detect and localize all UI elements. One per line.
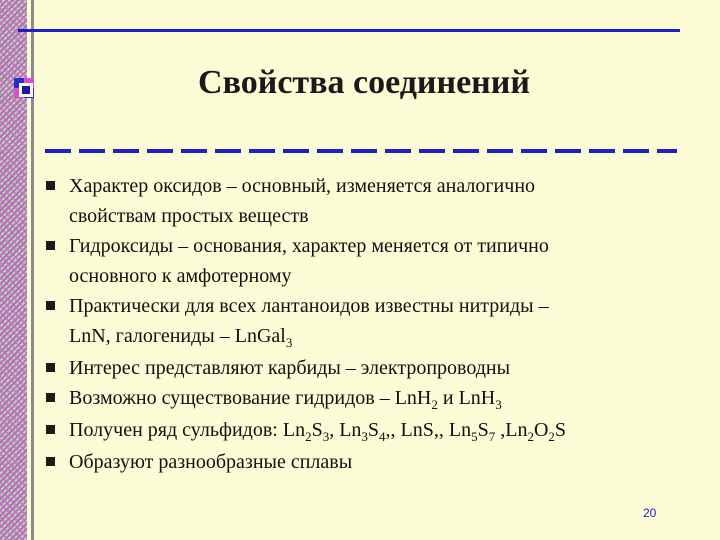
bullet-text: Образуют разнообразные сплавы bbox=[69, 451, 353, 473]
title-dashed-rule bbox=[45, 149, 677, 153]
bullet-text-formula: Получен ряд сульфидов: $Ln_2S_3$, $Ln_3S_4$,, LnS,, $Ln_5S_7$ $,Ln_2O_2S$ bbox=[69, 419, 567, 444]
list-item bbox=[44, 291, 684, 353]
square-bullet-icon bbox=[46, 241, 55, 250]
bullet-text: свойствам простых веществ bbox=[69, 205, 309, 227]
square-bullet-icon bbox=[46, 301, 55, 310]
list-item bbox=[44, 353, 684, 383]
bullet-text: основного к амфотерному bbox=[69, 265, 292, 287]
square-bullet-icon bbox=[46, 363, 55, 372]
list-item bbox=[44, 171, 684, 231]
slide-title: Свойства соединений bbox=[198, 64, 530, 101]
square-bullet-icon bbox=[46, 457, 55, 466]
square-bullet-icon bbox=[46, 393, 55, 402]
top-rule bbox=[18, 29, 680, 32]
list-item bbox=[44, 447, 684, 477]
square-bullet-icon bbox=[46, 425, 55, 434]
bullet-text-formula: LnN, галогениды – LnGal$_3$ bbox=[69, 325, 293, 350]
bullet-text: Практически для всех лантаноидов известны нитриды – bbox=[69, 295, 549, 317]
page-number: 20 bbox=[643, 506, 657, 520]
bullet-text: Интерес представляют карбиды – электропроводны bbox=[69, 357, 511, 379]
list-item bbox=[44, 231, 684, 291]
bullet-list bbox=[44, 171, 684, 477]
bullet-text: Характер оксидов – основный, изменяется аналогично bbox=[69, 175, 536, 197]
square-bullet-icon bbox=[46, 181, 55, 190]
bullet-text-formula: Возможно существование гидридов – LnH$_2$ и LnH$_3$ bbox=[69, 387, 502, 412]
bullet-text: Гидроксиды – основания, характер меняется от типично bbox=[69, 235, 549, 257]
list-item bbox=[44, 383, 684, 415]
list-item bbox=[44, 415, 684, 447]
